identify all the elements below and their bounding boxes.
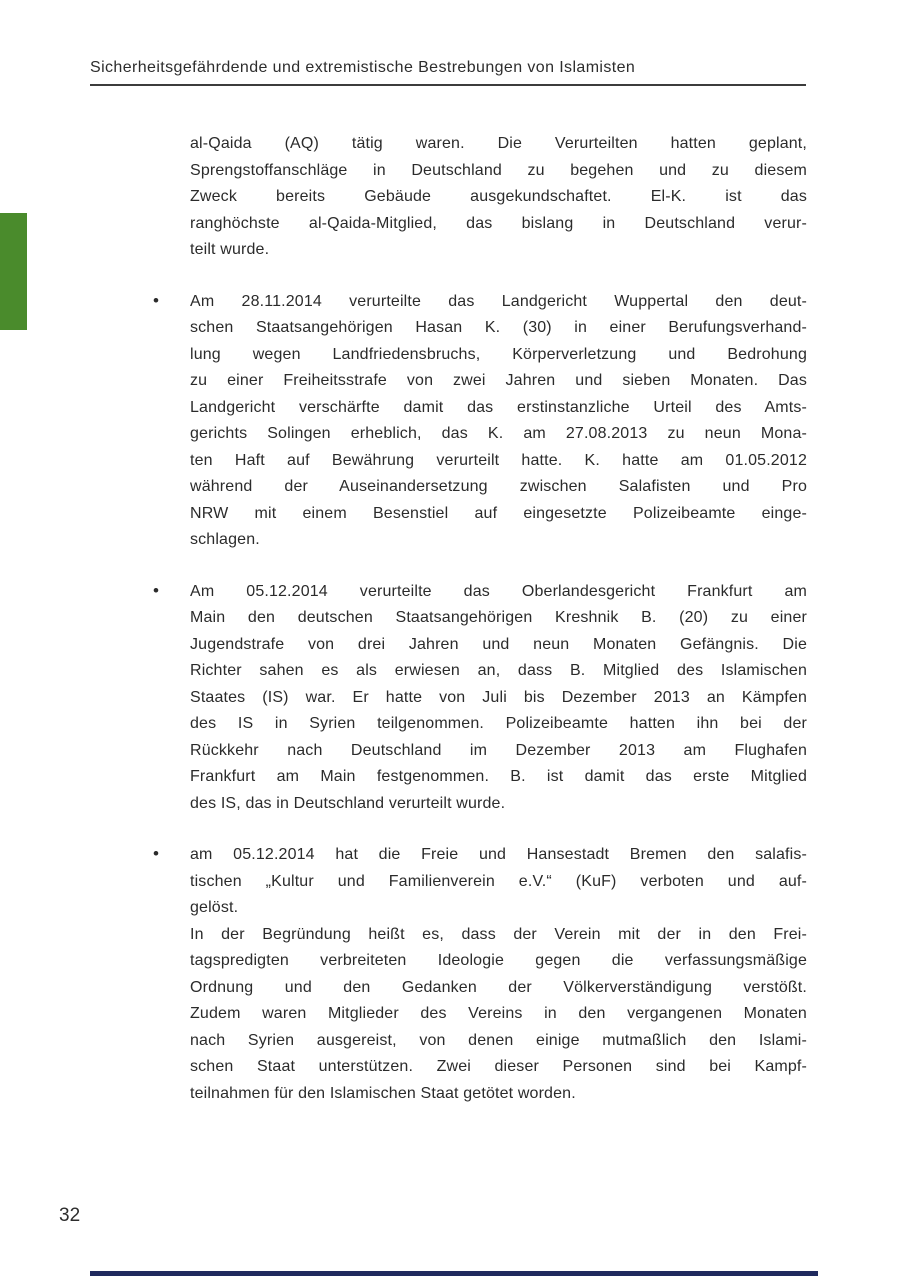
text-line: In der Begründung heißt es, dass der Verein mit der in den Frei-: [190, 925, 807, 943]
footer-rule: [90, 1271, 818, 1276]
bullet-icon: •: [153, 844, 160, 863]
content-area: [153, 131, 807, 1107]
text-line: Main den deutschen Staatsangehörigen Kreshnik B. (20) zu einer: [190, 609, 807, 626]
text-line: lung wegen Landfriedensbruchs, Körperverletzung und Bedrohung: [190, 345, 807, 363]
text-line: schlagen.: [190, 531, 260, 548]
bullet-paragraph: [153, 842, 807, 1107]
text-line: Landgericht verschärfte damit das erstinstanzliche Urteil des Amts-: [190, 398, 807, 416]
text-line: tischen „Kultur und Familienverein e.V.“ (KuF) verboten und auf-: [190, 872, 807, 890]
text-line: zu einer Freiheitsstrafe von zwei Jahren und sieben Monaten. Das: [190, 372, 807, 389]
bullet-icon: •: [153, 290, 160, 310]
text-line: Am 05.12.2014 verurteilte das Oberlandesgericht Frankfurt am: [190, 582, 807, 600]
bullet-icon: •: [153, 580, 160, 600]
text-line: nach Syrien ausgereist, von denen einige mutmaßlich den Islami-: [190, 1031, 807, 1049]
paragraph: [190, 131, 807, 264]
text-line: Frankfurt am Main festgenommen. B. ist damit das erste Mitglied: [190, 768, 807, 785]
chapter-edge-marker: [0, 213, 27, 330]
text-line: Richter sahen es als erwiesen an, dass B. Mitglied des Islamischen: [190, 662, 807, 679]
text-line: gelöst.: [190, 899, 239, 916]
text-line: Staates (IS) war. Er hatte von Juli bis Dezember 2013 an Kämpfen: [190, 688, 807, 706]
text-line: schen Staatsangehörigen Hasan K. (30) in einer Berufungsverhand-: [190, 319, 807, 336]
text-line: tagspredigten verbreiteten Ideologie gegen die verfassungsmäßige: [190, 952, 807, 969]
text-line: Am 28.11.2014 verurteilte das Landgericht Wuppertal den deut-: [190, 292, 807, 310]
bullet-paragraph: [153, 289, 807, 554]
text-line: NRW mit einem Besenstiel auf eingesetzte Polizeibeamte einge-: [190, 504, 807, 522]
text-line: Jugendstrafe von drei Jahren und neun Monaten Gefängnis. Die: [190, 635, 807, 653]
text-line: schen Staat unterstützen. Zwei dieser Personen sind bei Kampf-: [190, 1058, 807, 1075]
text-line: am 05.12.2014 hat die Freie und Hansestadt Bremen den salafis-: [190, 846, 807, 863]
text-line: ten Haft auf Bewährung verurteilt hatte. K. hatte am 01.05.2012: [190, 451, 807, 469]
text-line: al-Qaida (AQ) tätig waren. Die Verurteilten hatten geplant,: [190, 135, 807, 152]
text-line: Zudem waren Mitglieder des Vereins in den vergangenen Monaten: [190, 1005, 807, 1022]
text-line: des IS, das in Deutschland verurteilt wurde.: [190, 794, 506, 812]
text-line: Ordnung und den Gedanken der Völkerverständigung verstößt.: [190, 978, 807, 996]
bullet-paragraph: [153, 579, 807, 818]
text-line: Zweck bereits Gebäude ausgekundschaftet. El-K. ist das: [190, 188, 807, 205]
text-line: Rückkehr nach Deutschland im Dezember 2013 am Flughafen: [190, 741, 807, 759]
header-rule: [90, 84, 806, 86]
page-number: 32: [59, 1205, 81, 1226]
text-line: teilt wurde.: [190, 241, 270, 258]
text-line: Sprengstoffanschläge in Deutschland zu begehen und zu diesem: [190, 161, 807, 179]
text-line: teilnahmen für den Islamischen Staat getötet worden.: [190, 1084, 576, 1102]
text-line: ranghöchste al-Qaida-Mitglied, das bislang in Deutschland verur-: [190, 214, 807, 232]
page-header-title: Sicherheitsgefährdende und extremistische Bestrebungen von Islamisten: [90, 59, 636, 76]
text-line: gerichts Solingen erheblich, das K. am 27.08.2013 zu neun Mona-: [190, 425, 807, 442]
text-line: des IS in Syrien teilgenommen. Polizeibeamte hatten ihn bei der: [190, 715, 807, 732]
text-line: während der Auseinandersetzung zwischen Salafisten und Pro: [190, 478, 807, 495]
